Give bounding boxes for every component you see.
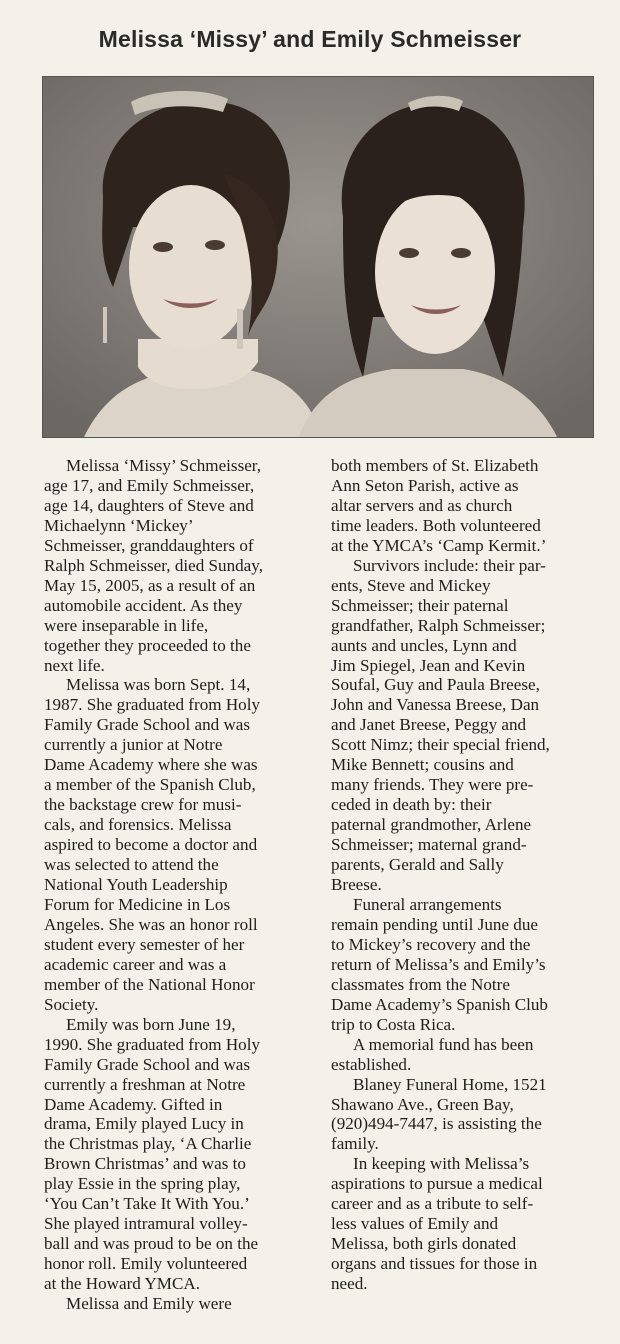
- text-line: Jim Spiegel, Jean and Kevin: [331, 655, 526, 675]
- text-line: student every semester of her: [44, 934, 245, 954]
- text-line: established.: [331, 1054, 412, 1074]
- text-line: Dame Academy. Gifted in: [44, 1094, 223, 1114]
- text-line: Brown Christmas’ and was to: [44, 1154, 246, 1174]
- text-line: career and as a tribute to self-: [331, 1194, 534, 1214]
- text-line: Blaney Funeral Home, 1521: [353, 1074, 547, 1094]
- text-line: Family Grade School and was: [44, 715, 251, 735]
- portrait-photo: [42, 76, 594, 438]
- text-line: were inseparable in life,: [44, 615, 209, 635]
- text-line: was selected to attend the: [44, 855, 219, 875]
- text-line: National Youth Leadership: [44, 875, 228, 895]
- text-line: Dame Academy’s Spanish Club: [331, 994, 548, 1014]
- text-line: drama, Emily played Lucy in: [44, 1114, 244, 1134]
- text-line: Schmeisser; maternal grand-: [331, 835, 527, 855]
- text-line: the Christmas play, ‘A Charlie: [44, 1134, 252, 1154]
- article-paragraph: [331, 1154, 607, 1294]
- text-line: return of Melissa’s and Emily’s: [331, 954, 546, 974]
- text-line: altar servers and as church: [331, 495, 513, 515]
- text-line: need.: [331, 1274, 368, 1294]
- text-line: Angeles. She was an honor roll: [44, 914, 258, 934]
- text-line: aunts and uncles, Lynn and: [331, 635, 517, 655]
- text-line: aspirations to pursue a medical: [331, 1174, 543, 1194]
- text-line: Soufal, Guy and Paula Breese,: [331, 675, 540, 695]
- text-line: the backstage crew for musi-: [44, 795, 242, 815]
- article-column-left: [44, 456, 320, 1314]
- article-paragraph: [331, 556, 607, 895]
- text-line: automobile accident. As they: [44, 595, 243, 615]
- text-line: classmates from the Notre: [331, 974, 510, 994]
- text-line: ‘You Can’t Take It With You.’: [44, 1194, 250, 1214]
- text-line: paternal grandmother, Arlene: [331, 815, 532, 835]
- text-line: honor roll. Emily volunteered: [44, 1254, 248, 1274]
- text-line: age 17, and Emily Schmeisser,: [44, 475, 255, 495]
- text-line: and Janet Breese, Peggy and: [331, 715, 527, 735]
- text-line: age 14, daughters of Steve and: [44, 495, 254, 515]
- article-paragraph: [331, 456, 607, 556]
- text-line: Melissa, both girls donated: [331, 1234, 517, 1254]
- article-paragraph: [331, 1075, 607, 1155]
- text-line: at the YMCA’s ‘Camp Kermit.’: [331, 535, 547, 555]
- text-line: Scott Nimz; their special friend,: [331, 735, 550, 755]
- text-line: cals, and forensics. Melissa: [44, 815, 232, 835]
- text-line: Melissa ‘Missy’ Schmeisser,: [66, 456, 262, 475]
- text-line: organs and tissues for those in: [331, 1254, 538, 1274]
- text-line: Schmeisser, granddaughters of: [44, 535, 254, 555]
- text-line: a member of the Spanish Club,: [44, 775, 256, 795]
- text-line: currently a freshman at Notre: [44, 1074, 246, 1094]
- text-line: ents, Steve and Mickey: [331, 575, 491, 595]
- text-line: currently a junior at Notre: [44, 735, 223, 755]
- text-line: aspired to become a doctor and: [44, 835, 258, 855]
- text-line: Melissa and Emily were: [66, 1294, 232, 1314]
- text-line: remain pending until June due: [331, 914, 538, 934]
- text-line: parents, Gerald and Sally: [331, 855, 504, 875]
- text-line: 1990. She graduated from Holy: [44, 1034, 261, 1054]
- text-line: Funeral arrangements: [353, 894, 502, 914]
- text-line: Michaelynn ‘Mickey’: [44, 515, 194, 535]
- text-line: (920)494-7447, is assisting the: [331, 1114, 542, 1134]
- text-line: Breese.: [331, 875, 382, 895]
- article-paragraph: [44, 456, 320, 675]
- text-line: trip to Costa Rica.: [331, 1014, 456, 1034]
- text-line: May 15, 2005, as a result of an: [44, 575, 256, 595]
- text-line: member of the National Honor: [44, 974, 255, 994]
- text-line: Melissa was born Sept. 14,: [66, 675, 251, 695]
- text-line: many friends. They were pre-: [331, 775, 534, 795]
- text-line: Ann Seton Parish, active as: [331, 475, 519, 495]
- text-line: time leaders. Both volunteered: [331, 515, 541, 535]
- text-line: She played intramural volley-: [44, 1214, 248, 1234]
- text-line: less values of Emily and: [331, 1214, 499, 1234]
- text-line: Family Grade School and was: [44, 1054, 251, 1074]
- text-line: Survivors include: their par-: [353, 555, 546, 575]
- text-line: John and Vanessa Breese, Dan: [331, 695, 540, 715]
- text-line: academic career and was a: [44, 954, 227, 974]
- article-paragraph: [44, 1015, 320, 1294]
- text-line: family.: [331, 1134, 379, 1154]
- page-title: Melissa ‘Missy’ and Emily Schmeisser: [98, 26, 522, 52]
- text-line: next life.: [44, 655, 105, 675]
- text-line: Ralph Schmeisser, died Sunday,: [44, 555, 263, 575]
- text-line: A memorial fund has been: [353, 1034, 534, 1054]
- text-line: Schmeisser; their paternal: [331, 595, 509, 615]
- text-line: Forum for Medicine in Los: [44, 894, 231, 914]
- text-line: at the Howard YMCA.: [44, 1274, 201, 1294]
- text-line: both members of St. Elizabeth: [331, 456, 539, 475]
- article-paragraph: [44, 1294, 320, 1314]
- article-paragraph: [331, 895, 607, 1035]
- text-line: Emily was born June 19,: [66, 1014, 236, 1034]
- text-line: Dame Academy where she was: [44, 755, 258, 775]
- text-line: to Mickey’s recovery and the: [331, 934, 531, 954]
- text-line: Shawano Ave., Green Bay,: [331, 1094, 514, 1114]
- text-line: 1987. She graduated from Holy: [44, 695, 261, 715]
- article-paragraph: [331, 1035, 607, 1075]
- article-paragraph: [44, 675, 320, 1014]
- text-line: play Essie in the spring play,: [44, 1174, 241, 1194]
- text-line: grandfather, Ralph Schmeisser;: [331, 615, 546, 635]
- text-line: Mike Bennett; cousins and: [331, 755, 514, 775]
- text-line: ball and was proud to be on the: [44, 1234, 259, 1254]
- text-line: Society.: [44, 994, 99, 1014]
- article-column-right: [331, 456, 607, 1294]
- text-line: In keeping with Melissa’s: [353, 1154, 530, 1174]
- text-line: together they proceeded to the: [44, 635, 251, 655]
- text-line: ceded in death by: their: [331, 795, 492, 815]
